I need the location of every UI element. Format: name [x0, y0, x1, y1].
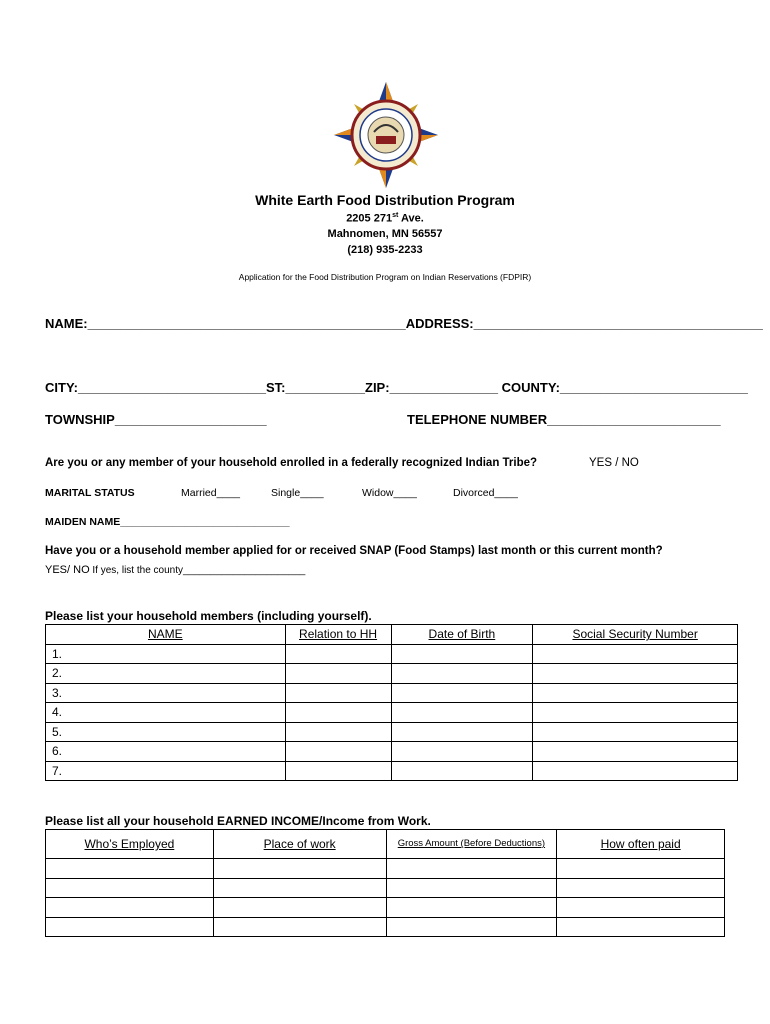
table-row [46, 898, 725, 918]
tribe-question: Are you or any member of your household enrolled in a federally recognized Indian Tribe? [45, 457, 538, 469]
table-row [46, 722, 738, 742]
row-number[interactable]: 4. [46, 703, 286, 723]
row-number[interactable]: 3. [46, 683, 286, 703]
program-city: Mahnomen, MN 56557 [327, 228, 443, 240]
household-heading: Please list your household members (including yourself). [45, 609, 372, 623]
col-place-of-work: Place of work [213, 830, 386, 859]
program-address: 2205 271st Ave. [346, 212, 424, 225]
name-address-line[interactable]: NAME:____________________________________________ADDRESS:________________________________________ [45, 316, 763, 331]
tribe-answer[interactable]: YES / NO [589, 457, 639, 469]
col-name: NAME [46, 625, 286, 645]
table-row [46, 703, 738, 723]
table-row [46, 683, 738, 703]
program-title: White Earth Food Distribution Program [255, 192, 515, 208]
col-dob: Date of Birth [391, 625, 533, 645]
row-number[interactable]: 5. [46, 722, 286, 742]
table-row [46, 742, 738, 762]
snap-answer[interactable]: YES/ NO If yes, list the county______________________ [45, 564, 306, 576]
table-row [46, 878, 725, 898]
snap-question: Have you or a household member applied for or received SNAP (Food Stamps) last month or this current month? [45, 545, 663, 557]
income-heading: Please list all your household EARNED INCOME/Income from Work. [45, 814, 431, 828]
col-how-often-paid: How often paid [557, 830, 725, 859]
white-earth-seal-logo [334, 82, 438, 188]
program-phone: (218) 935-2233 [347, 244, 423, 256]
seal-icon [334, 82, 438, 188]
row-number[interactable]: 1. [46, 644, 286, 664]
col-ssn: Social Security Number [533, 625, 738, 645]
application-subtitle: Application for the Food Distribution Program on Indian Reservations (FDPIR) [238, 272, 532, 282]
marital-option-married[interactable]: Married____ [181, 487, 240, 499]
marital-status-label: MARITAL STATUS [45, 487, 135, 499]
col-who-employed: Who’s Employed [46, 830, 214, 859]
row-number[interactable]: 7. [46, 761, 286, 781]
marital-option-single[interactable]: Single____ [271, 487, 324, 499]
maiden-name-field[interactable]: MAIDEN NAME_____________________________ [45, 516, 290, 528]
col-relation: Relation to HH [285, 625, 391, 645]
household-header-row [46, 625, 738, 645]
township-field[interactable]: TOWNSHIP_____________________ [45, 412, 267, 427]
income-table [45, 829, 725, 937]
table-row [46, 859, 725, 879]
city-line[interactable]: CITY:__________________________ST:___________ZIP:_______________ COUNTY:__________________________ [45, 380, 748, 395]
telephone-field[interactable]: TELEPHONE NUMBER________________________ [407, 412, 721, 427]
table-row [46, 917, 725, 937]
row-number[interactable]: 6. [46, 742, 286, 762]
marital-option-widow[interactable]: Widow____ [362, 487, 417, 499]
household-table [45, 624, 738, 781]
col-gross-amount: Gross Amount (Before Deductions) [386, 830, 557, 859]
income-header-row [46, 830, 725, 859]
row-number[interactable]: 2. [46, 664, 286, 684]
table-row [46, 644, 738, 664]
table-row [46, 664, 738, 684]
marital-option-divorced[interactable]: Divorced____ [453, 487, 518, 499]
table-row [46, 761, 738, 781]
